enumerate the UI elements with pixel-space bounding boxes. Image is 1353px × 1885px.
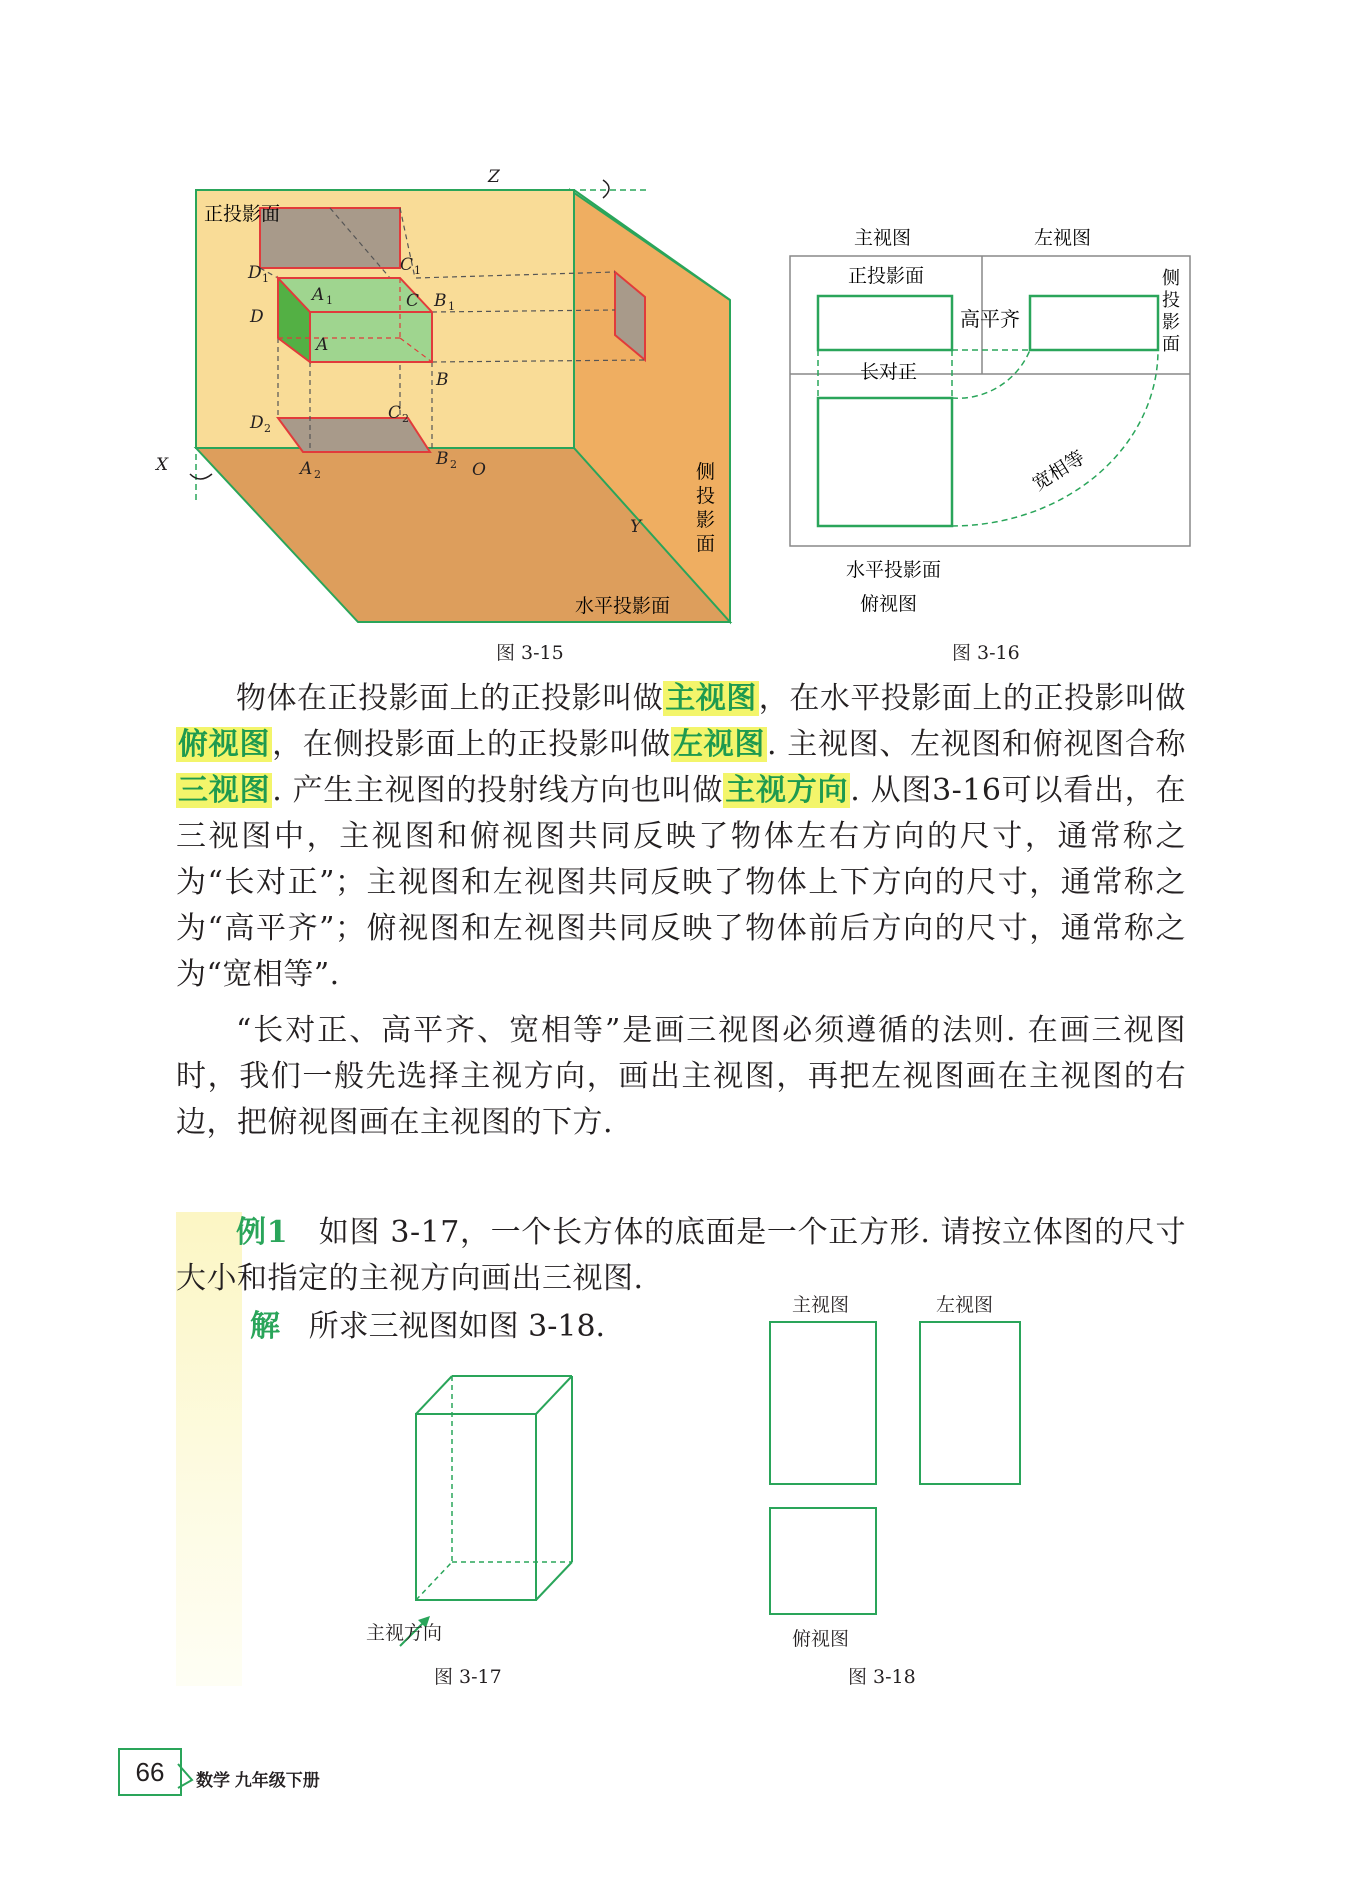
highlighted-term: 左视图 — [672, 727, 766, 762]
fig318-front-label: 主视图 — [792, 1294, 850, 1316]
point-a1-label: A — [312, 285, 325, 305]
solution-label: 解 — [250, 1309, 280, 1344]
figure-3-15-caption: 图 3-15 — [496, 642, 564, 664]
highlighted-term: 主视方向 — [725, 773, 849, 808]
origin-label: O — [472, 460, 486, 480]
svg-text:影: 影 — [1162, 312, 1180, 333]
body-text: ，在水平投影面上的正投影叫做 — [758, 681, 1187, 716]
fig316-front-label: 主视图 — [854, 227, 912, 249]
svg-text:投: 投 — [1162, 290, 1180, 311]
axis-z-label: Z — [488, 167, 500, 187]
fig318-left-view — [920, 1322, 1020, 1484]
svg-text:投: 投 — [696, 485, 716, 507]
figure-3-18 — [760, 1318, 1030, 1618]
svg-text:侧: 侧 — [1162, 268, 1180, 289]
highlighted-term: 俯视图 — [178, 727, 271, 762]
fig316-bottom-label: 俯视图 — [860, 593, 918, 615]
paragraph-2: “长对正、高平齐、宽相等”是画三视图必须遵循的法则. 在画三视图时，我们一般先选择主视方向，画出主视图，再把左视图画在主视图的右边，把俯视图画在主视图的下方. — [176, 1013, 1186, 1140]
fig316-front-plane: 正投影面 — [848, 265, 925, 287]
body-text: . 从图3-16可以看出，在三视图中，主视图和俯视图共同反映了物体左右方向的尺寸，通常称之为“长对正”；主视图和左视图共同反映了物体上下方向的尺寸，通常称之为“高平齐”；俯视图和左视图共同反映了物体前后方向的尺寸，通常称之为“宽相等”. — [176, 773, 1187, 992]
fig316-side-plane — [1162, 268, 1180, 355]
point-d1-label: D — [248, 263, 262, 283]
svg-text:1: 1 — [448, 300, 455, 313]
axis-y-label: Y — [630, 517, 642, 537]
svg-text:影: 影 — [696, 509, 716, 531]
svg-text:1: 1 — [326, 294, 333, 307]
svg-text:1: 1 — [414, 264, 421, 277]
fig318-front-view — [770, 1322, 876, 1484]
figure-3-18-caption: 图 3-18 — [848, 1666, 916, 1688]
fig316-left-label: 左视图 — [1034, 227, 1092, 249]
body-text: 物体在正投影面上的正投影叫做 — [236, 681, 664, 716]
point-d2-label: D — [250, 413, 264, 433]
point-b-label: B — [436, 370, 449, 390]
example-label: 例1 — [236, 1215, 289, 1250]
figure-3-16 — [780, 220, 1200, 620]
svg-text:面: 面 — [696, 533, 716, 555]
fig316-gaopingqi: 高平齐 — [960, 307, 1020, 331]
figure-3-17-caption: 图 3-17 — [434, 1666, 502, 1688]
point-c2-label: C — [388, 403, 402, 423]
point-b2-label: B — [436, 449, 449, 469]
example-text: 如图 3-17，一个长方体的底面是一个正方形. 请按立体图的尺寸大小和指定的主视方向画出三视图. — [176, 1215, 1187, 1296]
left-view-rect — [1030, 296, 1158, 350]
figure-3-15 — [156, 160, 750, 640]
fig316-kuanxiangdeng: 宽相等 — [1028, 446, 1089, 496]
figure-3-17 — [360, 1370, 600, 1660]
front-plane-label: 正投影面 — [204, 203, 281, 225]
axis-x-label: X — [156, 455, 169, 475]
body-text: ，在侧投影面上的正投影叫做 — [272, 727, 671, 762]
point-c1-label: C — [400, 255, 414, 275]
fig318-top-view — [770, 1508, 876, 1614]
point-b1-label: B — [434, 291, 447, 311]
page-number: 66 — [118, 1748, 182, 1796]
fig316-horizontal-plane: 水平投影面 — [846, 559, 942, 581]
svg-text:2: 2 — [450, 458, 457, 471]
fig316-changduizheng: 长对正 — [860, 361, 918, 383]
front-view-rect — [818, 296, 952, 350]
point-d-label: D — [250, 307, 264, 327]
fig317-direction-label: 主视方向 — [366, 1622, 443, 1644]
paragraph-1 — [176, 676, 1186, 998]
horizontal-plane-label: 水平投影面 — [575, 595, 671, 617]
top-view-rect — [818, 398, 952, 526]
svg-text:2: 2 — [314, 468, 321, 481]
svg-text:面: 面 — [1162, 334, 1180, 355]
svg-text:2: 2 — [264, 422, 271, 435]
highlighted-term: 三视图 — [178, 773, 271, 808]
solution — [250, 1304, 605, 1350]
point-a-label: A — [316, 335, 329, 355]
fig318-top-label: 俯视图 — [792, 1628, 850, 1650]
solution-text: 所求三视图如图 3-18. — [308, 1309, 606, 1344]
fig318-left-label: 左视图 — [936, 1294, 994, 1316]
body-text: . 主视图、左视图和俯视图合称 — [767, 727, 1187, 762]
svg-text:2: 2 — [402, 412, 409, 425]
svg-text:1: 1 — [262, 272, 269, 285]
point-c-label: C — [406, 291, 420, 311]
figure-3-16-caption: 图 3-16 — [952, 642, 1020, 664]
svg-text:侧: 侧 — [696, 461, 716, 483]
body-text: . 产生主视图的投射线方向也叫做 — [272, 773, 724, 808]
example-1 — [176, 1210, 1186, 1302]
front-projection-shape — [260, 208, 400, 268]
highlighted-term: 主视图 — [665, 681, 757, 716]
book-title: 数学 九年级下册 — [196, 1771, 320, 1790]
point-a2-label: A — [300, 459, 313, 479]
